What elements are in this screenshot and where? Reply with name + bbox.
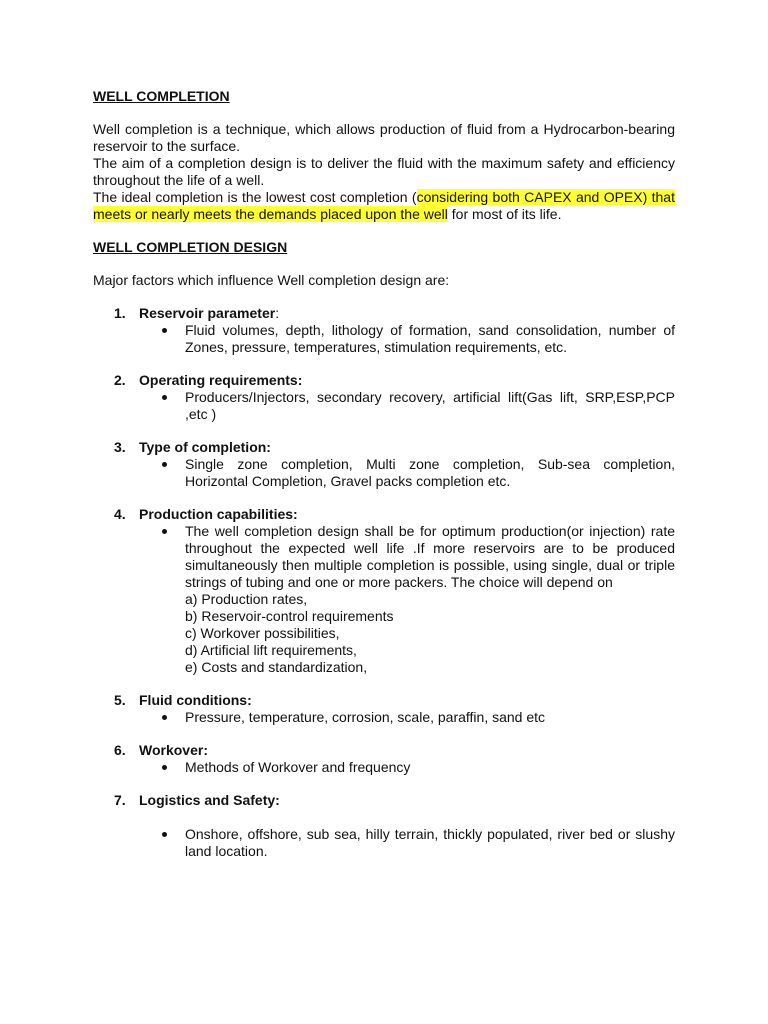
factor-number: 7.	[114, 792, 126, 808]
factor-bullets	[139, 523, 675, 676]
sub-item: c) Workover possibilities,	[185, 625, 340, 641]
list-item	[139, 322, 675, 356]
list-item	[139, 709, 675, 726]
list-item	[139, 826, 675, 860]
bullet-icon	[162, 832, 167, 837]
bullet-icon	[162, 462, 167, 467]
bullet-text: Fluid volumes, depth, lithology of formation, sand consolidation, number of Zones, pressure, temperatures, stimulation requirements, etc.	[185, 322, 675, 355]
factor-item	[93, 742, 675, 776]
factor-item	[93, 692, 675, 726]
factor-number: 1.	[114, 305, 126, 321]
list-item	[139, 389, 675, 423]
factor-bullets	[139, 709, 675, 726]
factor-bullets	[139, 456, 675, 490]
bullet-icon	[162, 715, 167, 720]
bullet-icon	[162, 395, 167, 400]
factor-number: 3.	[114, 439, 126, 455]
factor-bullets	[139, 759, 675, 776]
sub-item: a) Production rates,	[185, 591, 308, 607]
bullet-text: The well completion design shall be for optimum production(or injection) rate throughout the expected well life .If more reservoirs are to be produced simultaneously then multiple completion is possible, using single, dual or triple strings of tubing and one or more packers. The choice will depend on	[185, 523, 675, 590]
factor-number: 5.	[114, 692, 126, 708]
factor-title: Type of completion:	[139, 439, 271, 455]
factor-bullets	[139, 322, 675, 356]
design-intro: Major factors which influence Well completion design are:	[93, 272, 450, 288]
factor-list	[93, 305, 675, 860]
factor-title: Fluid conditions:	[139, 692, 252, 708]
bullet-icon	[162, 529, 167, 534]
intro-paragraph-1: Well completion is a technique, which allows production of fluid from a Hydrocarbon-bearing reservoir to the surface.	[93, 121, 675, 154]
highlighted-text: considering both CAPEX and OPEX) that meets or nearly meets the demands placed upon the well	[93, 189, 675, 222]
factor-number: 4.	[114, 506, 126, 522]
factor-item	[93, 506, 675, 676]
factor-bullets	[139, 389, 675, 423]
factor-item	[93, 792, 675, 860]
bullet-text: Pressure, temperature, corrosion, scale, paraffin, sand etc	[185, 709, 546, 725]
page-title: WELL COMPLETION	[93, 88, 230, 104]
sub-item: d) Artificial lift requirements,	[185, 642, 357, 658]
list-item	[139, 456, 675, 490]
intro-p3-before: The ideal completion is the lowest cost completion (	[93, 189, 417, 205]
factor-title: Production capabilities:	[139, 506, 298, 522]
factor-title: Reservoir parameter	[139, 305, 276, 321]
sub-item: e) Costs and standardization,	[185, 659, 368, 675]
factor-title-colon: :	[275, 305, 280, 321]
bullet-text: Onshore, offshore, sub sea, hilly terrain, thickly populated, river bed or slushy land location.	[185, 826, 675, 859]
bullet-icon	[162, 328, 167, 333]
factor-item	[93, 439, 675, 490]
factor-item	[93, 305, 675, 356]
list-item	[139, 759, 675, 776]
factor-title: Logistics and Safety:	[139, 792, 280, 808]
factor-title: Workover:	[139, 742, 208, 758]
bullet-text: Methods of Workover and frequency	[185, 759, 411, 775]
bullet-icon	[162, 765, 167, 770]
intro-paragraph-3	[93, 189, 675, 223]
intro-paragraph-2: The aim of a completion design is to deliver the fluid with the maximum safety and efficiency throughout the life of a well.	[93, 155, 675, 188]
document-body	[93, 88, 675, 860]
intro-p3-after: for most of its life.	[447, 206, 562, 222]
bullet-text: Producers/Injectors, secondary recovery, artificial lift(Gas lift, SRP,ESP,PCP ,etc )	[185, 389, 675, 422]
factor-number: 2.	[114, 372, 126, 388]
sub-item: b) Reservoir-control requirements	[185, 608, 394, 624]
section-heading-design: WELL COMPLETION DESIGN	[93, 239, 288, 255]
factor-number: 6.	[114, 742, 126, 758]
factor-item	[93, 372, 675, 423]
factor-title: Operating requirements:	[139, 372, 303, 388]
bullet-text: Single zone completion, Multi zone completion, Sub-sea completion, Horizontal Completion, Gravel packs completion etc.	[185, 456, 675, 489]
factor-bullets	[139, 826, 675, 860]
list-item	[139, 523, 675, 676]
